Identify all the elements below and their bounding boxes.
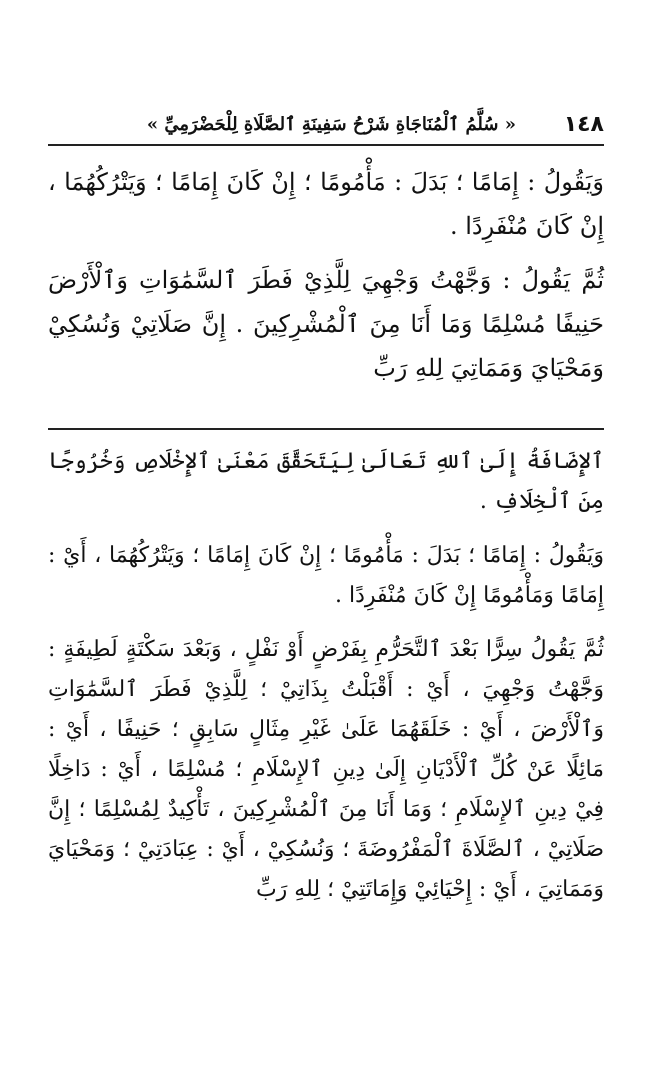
header-rule — [48, 144, 604, 146]
matn-text — [48, 160, 604, 400]
matn-sharh-divider — [48, 428, 604, 430]
matn-paragraph: وَيَقُولُ : إِمَامًا ؛ بَدَلَ : مَأْمُومًا ؛ إِنْ كَانَ إِمَامًا ؛ وَيَتْرُكُهُمَا ، إِنْ كَانَ مُنْفَرِدًا . — [48, 168, 604, 240]
book-title: « سُلَّمُ ٱلْمُنَاجَاةِ شَرْحُ سَفِينَةِ ٱلصَّلَاةِ لِلْحَضْرَمِيِّ » — [146, 114, 516, 135]
sharh-text — [48, 442, 604, 924]
sharh-paragraph: ثُمَّ يَقُولُ سِرًّا بَعْدَ ٱلتَّحَرُّمِ بِفَرْضٍ أَوْ نَفْلٍ ، وَبَعْدَ سَكْتَةٍ لَطِيفَةٍ : وَجَّهْتُ وَجْهِيَ ، أَيْ : أَقْبَلْتُ بِذَاتِيْ ؛ لِلَّذِيْ فَطَرَ ٱلسَّمَٰوَاتِ وَٱلْأَرْضَ ، أَيْ : خَلَقَهُمَا عَلَىٰ غَيْرِ مِثَالٍ سَابِقٍ ؛ حَنِيفًا ، أَيْ : مَائِلًا عَنْ كُلِّ ٱلْأَدْيَانِ إِلَىٰ دِينِ ٱلإِسْلَامِ ؛ مُسْلِمًا ، أَيْ : دَاخِلًا فِيْ دِينِ ٱلإِسْلَامِ ؛ وَمَا أَنَا مِنَ ٱلْمُشْرِكِينَ ، تَأْكِيدٌ لِمُسْلِمًا ؛ إِنَّ صَلَاتِيْ ، ٱلصَّلَاةَ ٱلْمَفْرُوضَةَ ؛ وَنُسُكِيْ ، أَيْ : عِبَادَتِيْ ؛ وَمَحْيَايَ وَمَمَاتِيَ ، أَيْ : إِحْيَائِيْ وَإِمَاتَتِيْ ؛ لِلهِ رَبِّ — [48, 637, 604, 902]
matn-paragraph: ثُمَّ يَقُولُ : وَجَّهْتُ وَجْهِيَ لِلَّذِيْ فَطَرَ ٱلسَّمَٰوَاتِ وَٱلْأَرْضَ حَنِيفًا مُسْلِمًا وَمَا أَنَا مِنَ ٱلْمُشْرِكِينَ . إِنَّ صَلَاتِيْ وَنُسُكِيْ وَمَحْيَايَ وَمَمَاتِيَ لِلهِ رَبِّ — [48, 266, 604, 382]
running-head — [48, 112, 604, 142]
sharh-paragraph: ٱلإِضَافَةُ إِلَىٰ ٱللهِ تَعَالَىٰ لِيَتَحَقَّقَ مَعْنَىٰ ٱلإِخْلَاصِ وَخُرُوجًا مِنَ ٱلْخِلَافِ . — [48, 449, 604, 514]
page-number: ١٤٨ — [563, 112, 604, 137]
sharh-paragraph: وَيَقُولُ : إِمَامًا ؛ بَدَلَ : مَأْمُومًا ؛ إِنْ كَانَ إِمَامًا ؛ وَيَتْرُكُهُمَا ، أَيْ : إِمَامًا وَمَأْمُومًا إِنْ كَانَ مُنْفَرِدًا . — [48, 543, 604, 608]
